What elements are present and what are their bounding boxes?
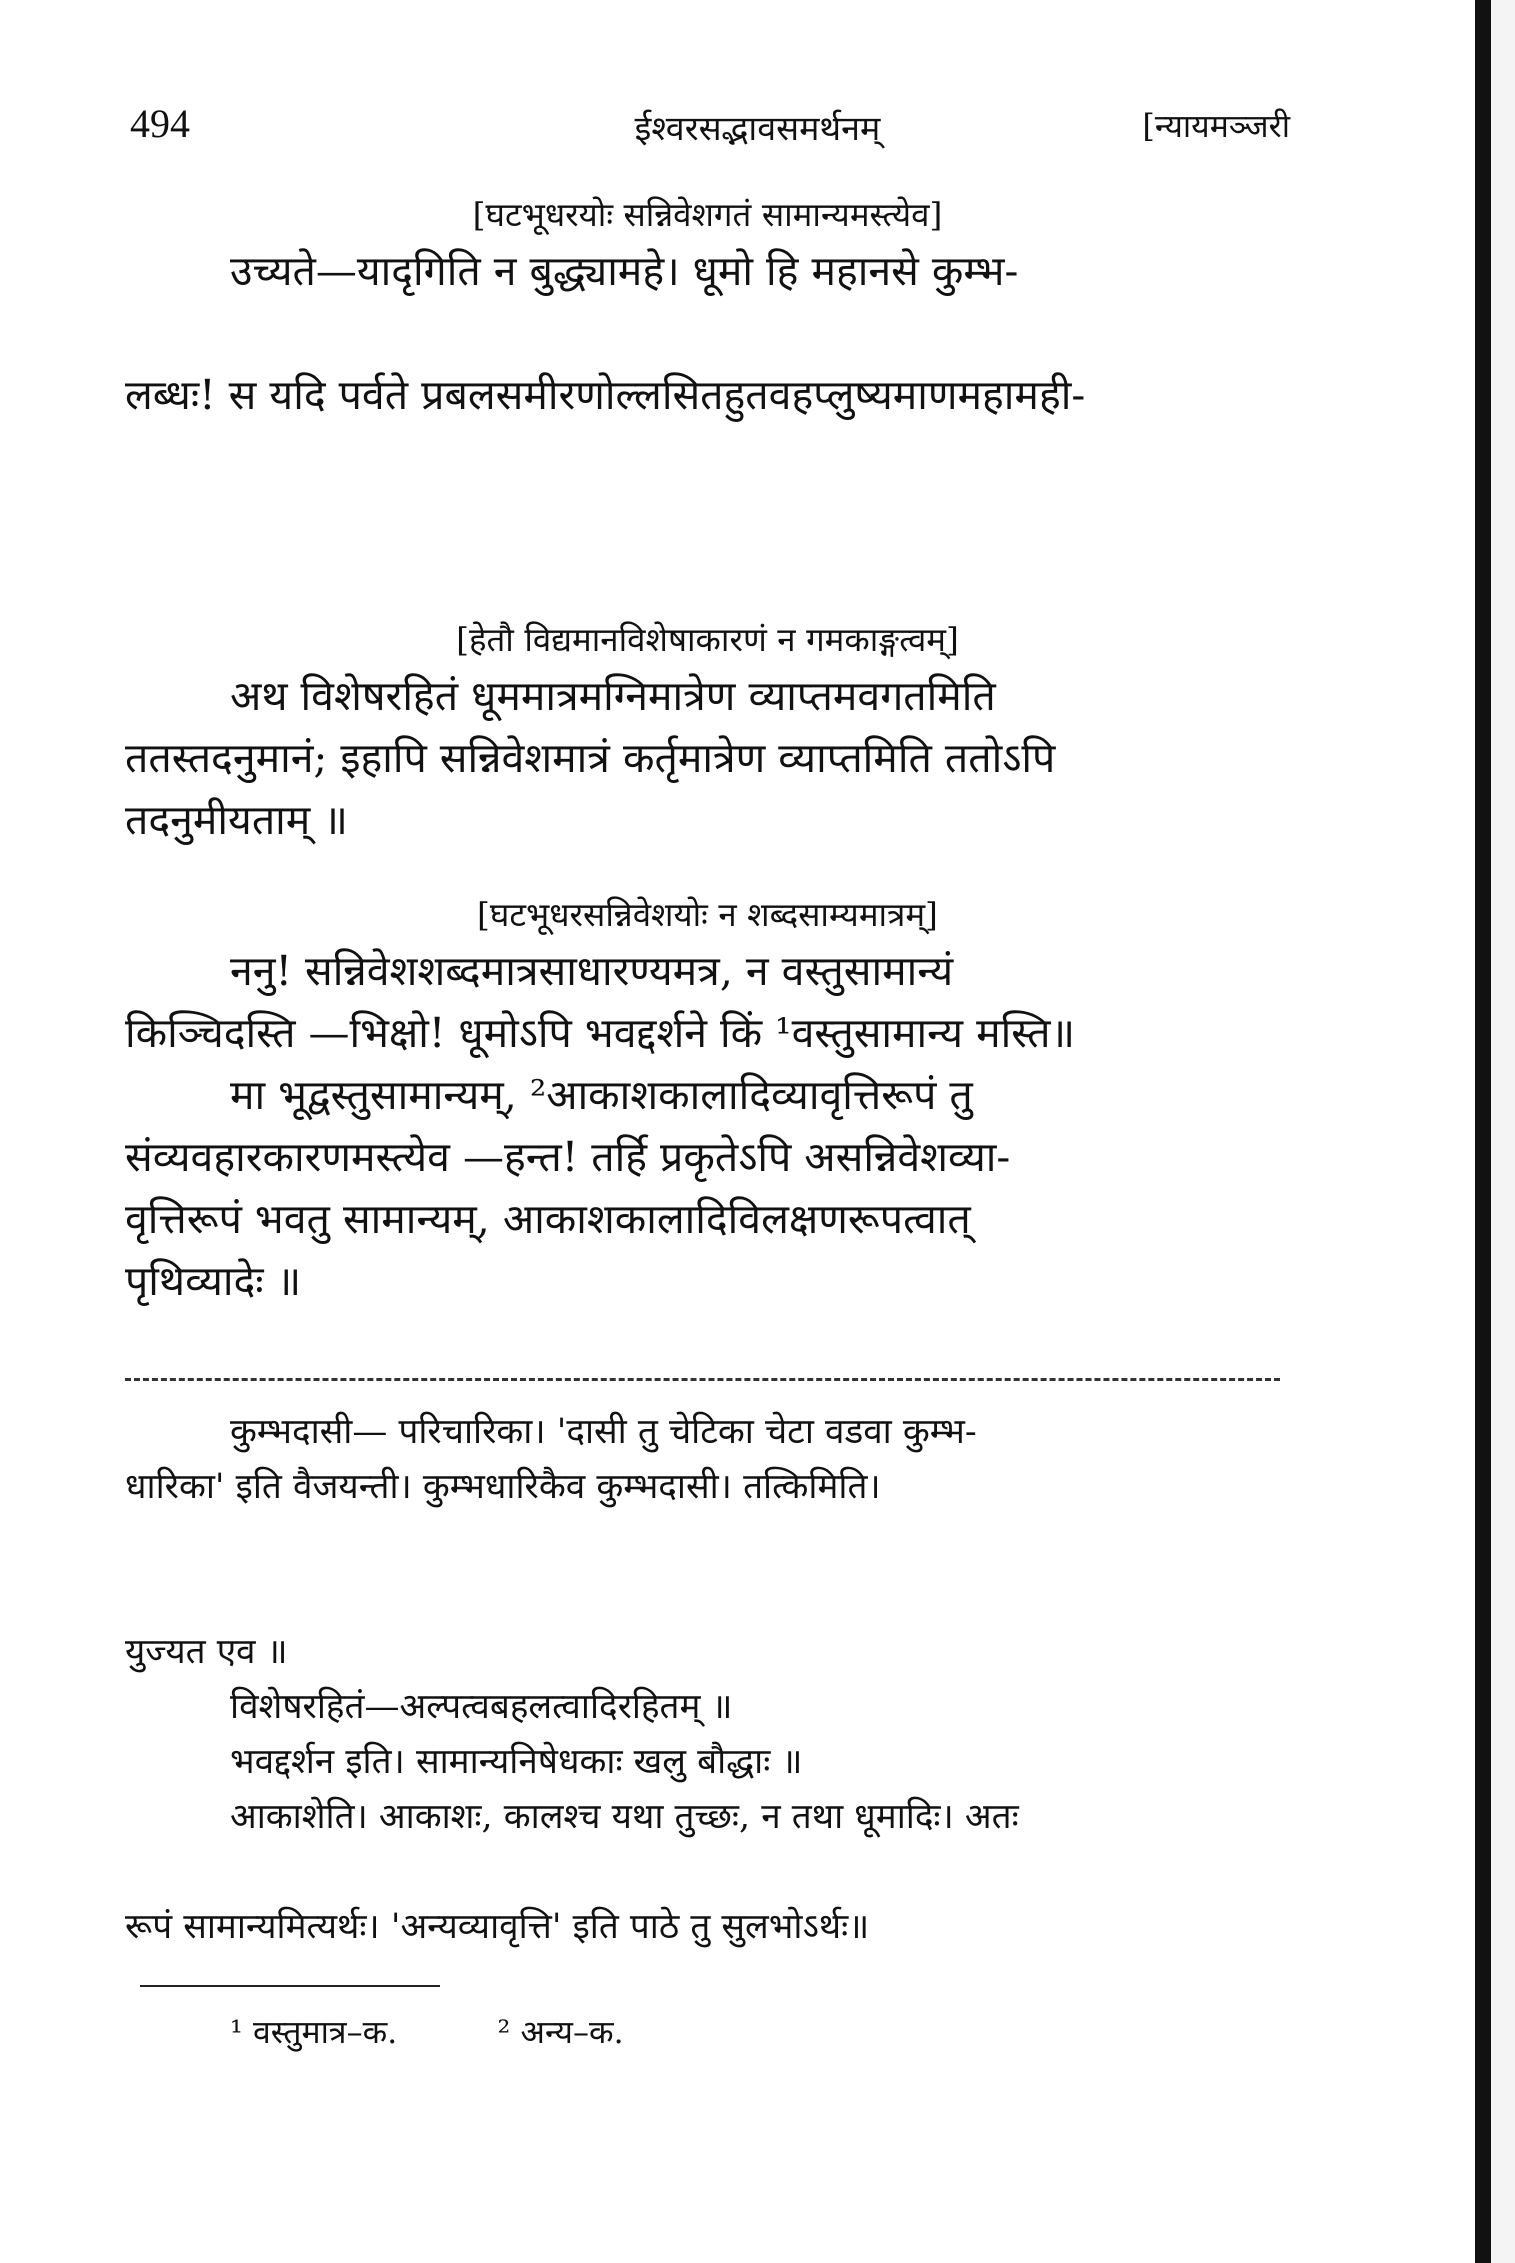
text-line: तदनुमीयताम् ॥ [125,796,348,844]
text-line: ननु! सन्निवेशशब्दमात्रसाधारण्यमत्र, न वस्तुसामान्यं [230,947,954,995]
page-number: 494 [130,101,190,146]
blank-line [125,1515,1290,1625]
blank-line [125,302,1290,364]
text-line: संव्यवहारकारणमस्त्येव —हन्त! तर्हि प्रकृतेऽपि असन्निवेशव्या- [125,1133,1011,1181]
text-line: मा भूद्वस्तुसामान्यम्, ²आकाशकालादिव्यावृत्तिरूपं तु [230,1071,973,1119]
commentary-line: कुम्भदासी— परिचारिका। 'दासी तु चेटिका चेटा वडवा कुम्भ- [230,1412,977,1452]
text-line: उच्यते—यादृगिति न बुद्ध्यामहे। धूमो हि महानसे कुम्भ- [230,247,1019,295]
section-heading: [घटभूधरयोः सन्निवेशगतं सामान्यमस्त्येव] [472,195,943,234]
commentary-divider [125,1378,1280,1381]
text-line: पृथिव्यादेः ॥ [125,1257,302,1305]
page-header [0,100,1515,150]
text-line: अथ विशेषरहितं धूममात्रमग्निमात्रेण व्याप्तमवगतमिति [230,672,996,720]
text-line: लब्धः! स यदि पर्वते प्रबलसमीरणोल्लसितहुतवहप्लुष्यमाणमहामही- [125,371,1086,419]
section-2 [125,615,1290,851]
blank-line [125,1845,1290,1900]
footnotes [230,2010,714,2053]
text-line: वृत्तिरूपं भवतु सामान्यम्, आकाशकालादिविलक्षणरूपत्वात् [125,1195,971,1243]
footnote-2: ² अन्य–क. [497,2013,624,2051]
footnote-divider [140,1985,440,1987]
commentary-line: विशेषरहितं—अल्पत्वबहलत्वादिरहितम् ॥ [230,1687,733,1727]
text-line: ततस्तदनुमानं; इहापि सन्निवेशमात्रं कर्तृमात्रेण व्याप्तमिति ततोऽपि [125,734,1056,782]
page-binding-edge [1475,0,1491,2263]
commentary-line: रूपं सामान्यमित्यर्थः। 'अन्यव्यावृत्ति' इति पाठे तु सुलभोऽर्थः॥ [125,1907,870,1947]
commentary-line: धारिका' इति वैजयन्ती। कुम्भधारिकैव कुम्भदासी। तत्किमिति। [125,1467,881,1507]
commentary [125,1405,1290,1955]
commentary-line: आकाशेति। आकाशः, कालश्च यथा तुच्छः, न तथा धूमादिः। अतः [230,1797,1019,1837]
text-line: किञ्चिदस्ति —भिक्षो! धूमोऽपि भवद्दर्शने किं ¹वस्तुसामान्य मस्ति॥ [125,1009,1076,1057]
scan-margin [1491,0,1515,2263]
book-name: [न्यायमञ्जरी [1142,107,1290,145]
commentary-line: भवद्दर्शन इति। सामान्यनिषेधकाः खलु बौद्धाः ॥ [230,1742,803,1782]
section-1 [125,190,1290,426]
section-heading: [घटभूधरसन्निवेशयोः न शब्दसाम्यमात्रम्] [477,895,938,934]
section-3 [125,890,1290,1312]
running-title: ईश्वरसद्भावसमर्थनम् [634,109,881,149]
footnote-1: ¹ वस्तुमात्र–क. [230,2013,398,2051]
section-heading: [हेतौ विद्यमानविशेषाकारणं न गमकाङ्गत्वम्] [456,620,959,659]
commentary-line: युज्यत एव ॥ [125,1632,288,1672]
